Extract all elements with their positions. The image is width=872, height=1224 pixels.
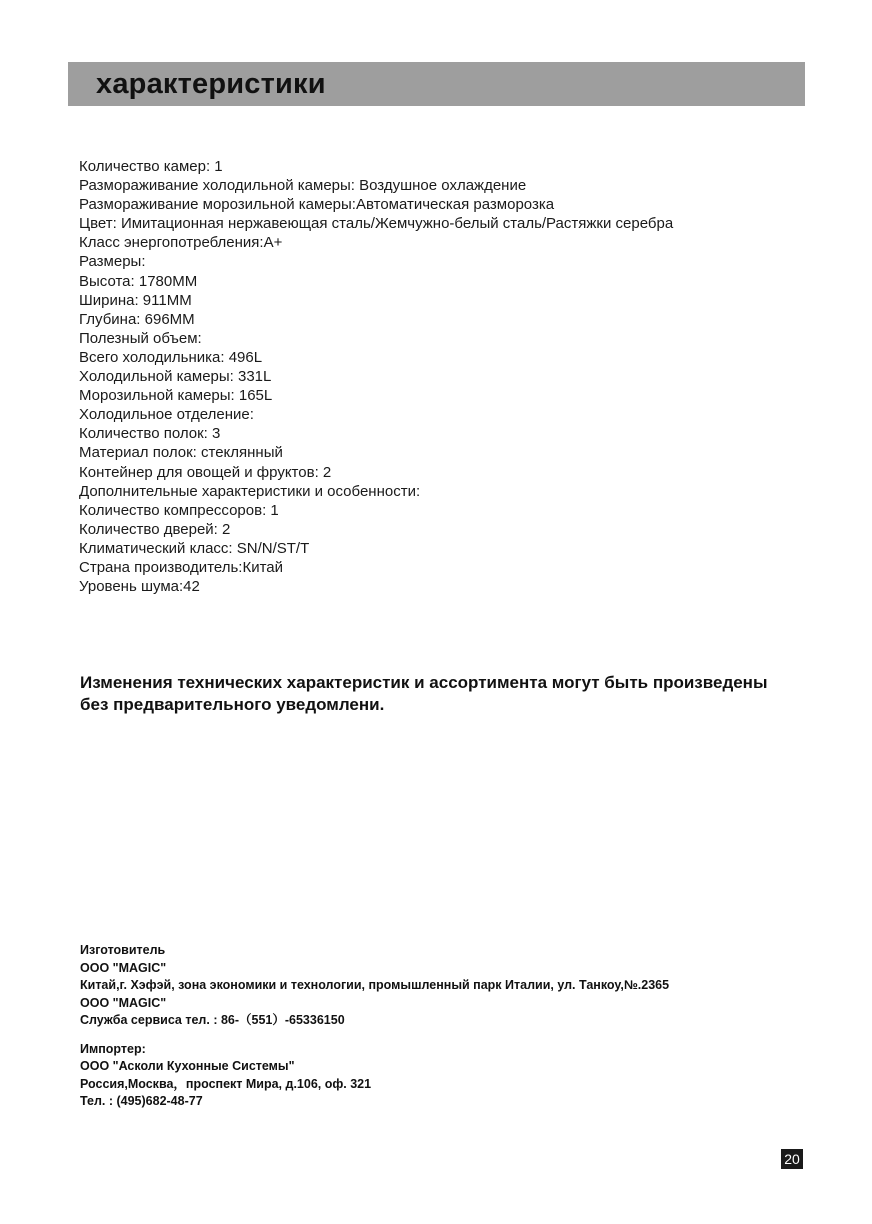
spec-line: Полезный объем: — [79, 329, 202, 347]
spec-line: Глубина: 696ММ — [79, 310, 195, 328]
spec-line: Холодильной камеры: 331L — [79, 368, 272, 386]
spec-line: Размораживание морозильной камеры:Автоматическая разморозка — [79, 196, 555, 214]
spec-line: Дополнительные характеристики и особенности: — [79, 482, 421, 500]
spec-line: Размораживание холодильной камеры: Воздушное охлаждение — [79, 177, 527, 195]
notice-line-2: без предварительного уведомлени. — [80, 695, 385, 714]
spec-line: Контейнер для овощей и фруктов: 2 — [79, 463, 332, 481]
importer-address: Россия,Москва，проспект Мира, д.106, оф. 321 — [80, 1076, 372, 1091]
notice-line-1: Изменения технических характеристик и ассортимента могут быть произведены — [80, 673, 768, 692]
change-notice — [80, 672, 840, 716]
spec-line: Класс энергопотребления:А+ — [79, 234, 283, 252]
spec-line: Всего холодильника: 496L — [79, 348, 263, 366]
spec-line: Количество полок: 3 — [79, 425, 221, 443]
spec-line: Страна производитель:Китай — [79, 558, 284, 576]
importer-phone: Тел. : (495)682-48-77 — [80, 1094, 203, 1108]
spec-line: Морозильной камеры: 165L — [79, 387, 273, 405]
spec-line: Цвет: Имитационная нержавеющая сталь/Жемчужно-белый сталь/Растяжки серебра — [79, 215, 674, 233]
spec-line: Размеры: — [79, 253, 146, 271]
contact-info — [80, 942, 840, 1111]
spec-line: Количество дверей: 2 — [79, 520, 231, 538]
spec-line: Количество камер: 1 — [79, 158, 223, 175]
specifications-list — [79, 157, 819, 596]
manufacturer-heading: Изготовитель — [80, 943, 166, 957]
spec-line: Уровень шума:42 — [79, 578, 200, 596]
spec-line: Ширина: 911ММ — [79, 291, 192, 309]
page-title: характеристики — [96, 68, 326, 100]
page-number: 20 — [781, 1149, 803, 1169]
manufacturer-address: Китай,г. Хэфэй, зона экономики и технологии, промышленный парк Италии, ул. Танкоу,№.2365 — [80, 978, 670, 992]
spec-line: Высота: 1780ММ — [79, 272, 198, 290]
section-header — [68, 62, 805, 106]
manufacturer-company: ООО "MAGIC" — [80, 960, 167, 975]
importer-heading: Импортер: — [80, 1041, 146, 1056]
spec-line: Количество компрессоров: 1 — [79, 501, 279, 519]
importer-company: ООО "Асколи Кухонные Системы" — [80, 1059, 295, 1073]
spec-line: Климатический класс: SN/N/ST/T — [79, 539, 310, 557]
spec-line: Холодильное отделение: — [79, 406, 254, 424]
spacer — [80, 1030, 840, 1041]
spec-line: Материал полок: стеклянный — [79, 444, 283, 462]
manufacturer-company-2: ООО "MAGIC" — [80, 995, 167, 1010]
service-phone: Служба сервиса тел. : 86-（551）-65336150 — [80, 1013, 345, 1027]
